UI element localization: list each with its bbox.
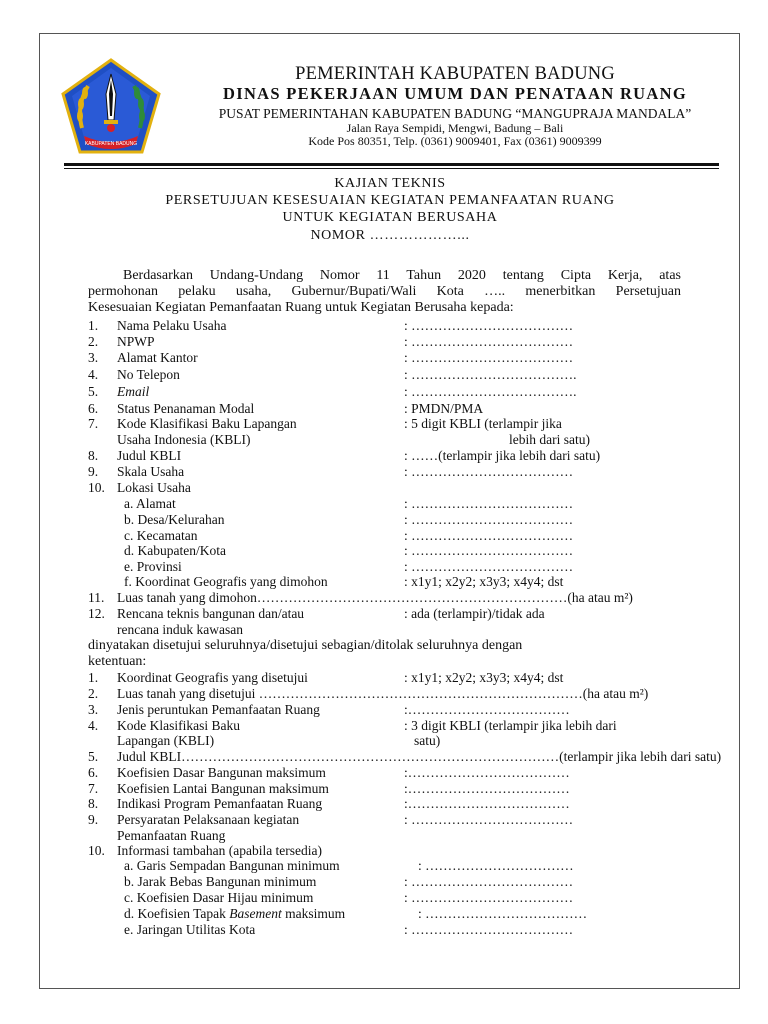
item-value: : ……………………………….	[404, 367, 577, 382]
item-label-luas: Luas tanah yang dimohon……………………………………………………………(ha atau m²)	[117, 590, 633, 605]
item-value: : ada (terlampir)/tidak ada	[404, 606, 545, 621]
sub-item-label: e. Jaringan Utilitas Kota	[124, 922, 256, 937]
header-divider-thick	[64, 163, 719, 166]
item-label-cont: Pemanfaatan Ruang	[117, 828, 226, 843]
item-value: : ……(terlampir jika lebih dari satu)	[404, 448, 601, 463]
item-value: :………………………………	[404, 702, 570, 717]
item-number: 8.	[88, 796, 99, 811]
sub-item-value: : ………………………………	[404, 528, 574, 543]
item-label-email: Email	[117, 384, 150, 399]
header-line-2: DINAS PEKERJAAN UMUM DAN PENATAAN RUANG	[223, 84, 687, 103]
header-line-1: PEMERINTAH KABUPATEN BADUNG	[295, 64, 615, 84]
header-line-5: Kode Pos 80351, Telp. (0361) 9009401, Fax (0361) 9009399	[308, 134, 602, 148]
sub-item-label-tail: maksimum	[281, 906, 346, 921]
sub-item-label: a. Alamat	[124, 496, 176, 511]
item-value-cont: lebih dari satu)	[509, 432, 590, 447]
item-label: Jenis peruntukan Pemanfaatan Ruang	[117, 702, 320, 717]
item-number: 4.	[88, 718, 99, 733]
item-value: : ………………………………	[404, 350, 574, 365]
item-value: : ………………………………	[404, 334, 574, 349]
item-label-cont: Lapangan (KBLI)	[117, 733, 215, 748]
intro-line-2: permohonan pelaku usaha, Gubernur/Bupati/Wali Kota ….. menerbitkan Persetujuan	[88, 284, 681, 299]
item-number: 4.	[88, 367, 99, 382]
item-label: Indikasi Program Pemanfaatan Ruang	[117, 796, 323, 811]
item-label: Lokasi Usaha	[117, 480, 191, 495]
item-number: 8.	[88, 448, 99, 463]
sub-item-label: f. Koordinat Geografis yang dimohon	[124, 574, 328, 589]
item-label: Koefisien Dasar Bangunan maksimum	[117, 765, 326, 780]
item-number: 3.	[88, 350, 99, 365]
header-line-4: Jalan Raya Sempidi, Mengwi, Badung – Bali	[346, 121, 564, 135]
header-line-3: PUSAT PEMERINTAHAN KABUPATEN BADUNG “MANGUPRAJA MANDALA”	[218, 106, 692, 121]
item-value: : x1y1; x2y2; x3y3; x4y4; dst	[404, 670, 564, 685]
item-value: : ……………………………….	[404, 384, 577, 399]
item-value: : 3 digit KBLI (terlampir jika lebih dari	[404, 718, 617, 733]
item-label: Skala Usaha	[117, 464, 185, 479]
item-number: 5.	[88, 749, 99, 764]
sub-item-value: : ………………………………	[404, 890, 574, 905]
item-number: 7.	[88, 416, 99, 431]
item-number: 2.	[88, 686, 99, 701]
doc-title-2: PERSETUJUAN KESESUAIAN KEGIATAN PEMANFAATAN RUANG	[165, 193, 615, 208]
item-value: : ………………………………	[404, 812, 574, 827]
item-label: Judul KBLI	[117, 448, 182, 463]
item-label: Kode Klasifikasi Baku Lapangan	[117, 416, 297, 431]
item-number: 10.	[88, 843, 105, 858]
item-number: 9.	[88, 812, 99, 827]
sub-item-label-em: Basement	[229, 906, 282, 921]
sub-item-label: b. Jarak Bebas Bangunan minimum	[124, 874, 317, 889]
item-number: 6.	[88, 765, 99, 780]
sub-item-label: c. Kecamatan	[124, 528, 198, 543]
item-value-cont: satu)	[414, 733, 441, 748]
sub-item-value: : ………………………………	[404, 496, 574, 511]
sub-item-value: : ………………………………	[404, 512, 574, 527]
item-label: Kode Klasifikasi Baku	[117, 718, 240, 733]
doc-title-3: UNTUK KEGIATAN BERUSAHA	[282, 210, 498, 225]
item-value: : ………………………………	[404, 464, 574, 479]
sub-item-label	[124, 906, 345, 922]
item-label: Rencana teknis bangunan dan/atau	[117, 606, 305, 621]
item-label: Persyaratan Pelaksanaan kegiatan	[117, 812, 300, 827]
item-value: : 5 digit KBLI (terlampir jika	[404, 416, 562, 431]
item-number: 12.	[88, 606, 105, 621]
item-number: 1.	[88, 318, 99, 333]
item-number: 7.	[88, 781, 99, 796]
item-label-cont: Usaha Indonesia (KBLI)	[117, 432, 251, 447]
item-label: Koordinat Geografis yang disetujui	[117, 670, 308, 685]
decision-line-2: ketentuan:	[88, 654, 147, 669]
sub-item-value: : x1y1; x2y2; x3y3; x4y4; dst	[404, 574, 564, 589]
item-value: :………………………………	[404, 796, 570, 811]
svg-text:KABUPATEN BADUNG: KABUPATEN BADUNG	[84, 141, 138, 147]
sub-item-label: d. Kabupaten/Kota	[124, 543, 226, 558]
sub-item-label: b. Desa/Kelurahan	[124, 512, 225, 527]
doc-title-1: KAJIAN TEKNIS	[334, 176, 446, 191]
intro-line-3: Kesesuaian Kegiatan Pemanfaatan Ruang untuk Kegiatan Berusaha kepada:	[88, 300, 514, 315]
sub-item-value: : ………………………………	[404, 543, 574, 558]
item-number: 9.	[88, 464, 99, 479]
item-label: Status Penanaman Modal	[117, 401, 255, 416]
item-number: 10.	[88, 480, 105, 495]
item-label: Judul KBLI…………………………………………………………………………(terlampir jika lebih dari satu)	[117, 749, 722, 764]
item-value: : ………………………………	[404, 318, 574, 333]
item-label-cont: rencana induk kawasan	[117, 622, 243, 637]
item-label: Alamat Kantor	[117, 350, 198, 365]
sub-item-value: : ………………………………	[404, 922, 574, 937]
sub-item-value: : ………………………………	[404, 874, 574, 889]
sub-item-value: : ………………………………	[418, 906, 588, 921]
intro-line-1: Berdasarkan Undang-Undang Nomor 11 Tahun 2020 tentang Cipta Kerja, atas	[123, 268, 681, 283]
sub-item-label: a. Garis Sempadan Bangunan minimum	[124, 858, 340, 873]
item-number: 1.	[88, 670, 99, 685]
item-label: Informasi tambahan (apabila tersedia)	[117, 843, 323, 858]
item-value: :………………………………	[404, 765, 570, 780]
item-label: Nama Pelaku Usaha	[117, 318, 227, 333]
item-number: 6.	[88, 401, 99, 416]
item-label: No Telepon	[117, 367, 180, 382]
item-label: NPWP	[117, 334, 155, 349]
doc-title-nomor: NOMOR ………………...	[310, 228, 470, 243]
badung-logo-icon	[60, 58, 162, 156]
sub-item-label-start: d. Koefisien Tapak	[124, 906, 230, 921]
item-number: 3.	[88, 702, 99, 717]
header-divider-thin	[64, 168, 719, 169]
item-label: Luas tanah yang disetujui ………………………………………………………………(ha atau m²)	[117, 686, 649, 701]
sub-item-value: : ……………………………	[418, 858, 574, 873]
item-number: 2.	[88, 334, 99, 349]
item-number: 11.	[88, 590, 105, 605]
sub-item-label: e. Provinsi	[124, 559, 182, 574]
item-label: Koefisien Lantai Bangunan maksimum	[117, 781, 329, 796]
sub-item-label: c. Koefisien Dasar Hijau minimum	[124, 890, 314, 905]
item-value: : PMDN/PMA	[404, 401, 484, 416]
sub-item-value: : ………………………………	[404, 559, 574, 574]
decision-line-1: dinyatakan disetujui seluruhnya/disetujui sebagian/ditolak seluruhnya dengan	[88, 638, 523, 653]
item-number: 5.	[88, 384, 99, 399]
item-value: :………………………………	[404, 781, 570, 796]
